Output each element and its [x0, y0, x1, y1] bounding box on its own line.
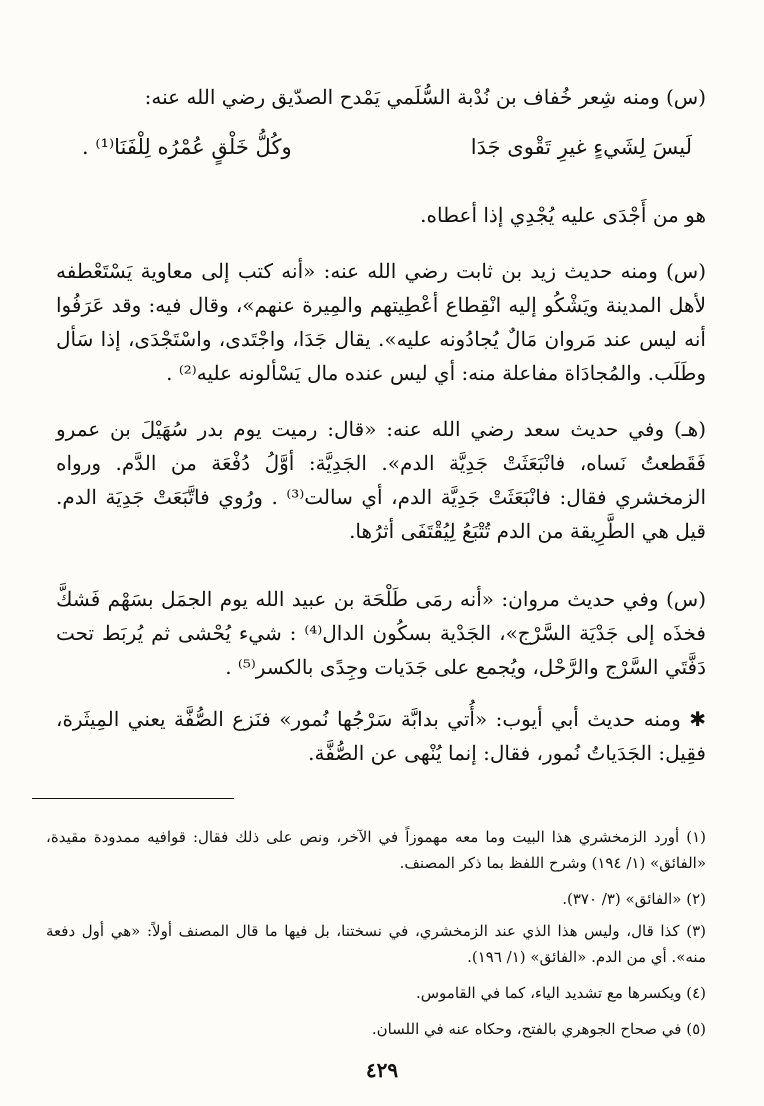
footnote-4: (٤) ويكسرها مع تشديد الياء، كما في القاموس.: [415, 984, 706, 1002]
footnote-3: (٣) كذا قال، وليس هذا الذي عند الزمخشري، في نسختنا، بل فيها ما قال المصنف أولاً: «هي أول دفعة منه». أي من الدم. «الفائق» (١/ ١٩٦).: [46, 922, 706, 966]
paragraph-khufaf-poem-intro: (س) ومنه شِعر خُفاف بن نُدْبة السُّلَمي يَمْدح الصدّيق رضي الله عنه:: [144, 85, 706, 109]
footnote-2: (٢) «الفائق» (٣/ ٣٧٠).: [562, 890, 706, 908]
page-number: ٤٢٩: [365, 1058, 399, 1082]
paragraph-verse-explanation: هو من أَجْدَى عليه يُجْدِي إذا أعطاه.: [420, 203, 706, 227]
paragraph-saad-hadith: (هـ) وفي حديث سعد رضي الله عنه: «قال: رميت يوم بدر سُهَيْلَ بن عمرو فَقَطعتُ نَساه، فانْبَعَثَتْ جَدِيَّة الدم». الجَدِيَّة: أوَّلُ دُفْعَة من الدَّم. ورواه الزمخشري فقال: فانْبَعَثَتْ جَدِيَّة الدم، أي سالت⁽³⁾ . ورُوي فاتَّبَعَتْ جَدِيَة الدم. قيل هي الطَّرِيقة من الدم تُتْبَعُ لِيُقْتَفَى أثرُها.: [56, 417, 706, 543]
poetry-verse: [82, 135, 692, 159]
verse-first-hemistich: لَيسَ لِشَيءٍ غيرِ تَقْوى جَدَا: [470, 135, 692, 159]
verse-second-hemistich: وكُلُّ خَلْقٍ عُمْرُه لِلْفَنَا⁽¹⁾ .: [82, 135, 292, 159]
paragraph-marwan-hadith: (س) وفي حديث مروان: «أنه رمَى طَلْحَة بن عبيد الله يوم الجمَل بسَهْم فَشكَّ فخذَه إلى جَدْيَة السَّرْج»، الجَدْية بسكُون الدال⁽⁴⁾ : شيء يُحْشى ثم يُربَط تحت دَفَّتَي السَّرْج والرَّحْل، ويُجمع على جَدَيات وجِدًى بالكسر⁽⁵⁾ .: [56, 587, 706, 679]
footnote-1: (١) أورد الزمخشري هذا البيت وما معه مهموزاً في الآخر، ونص على ذلك فقال: قوافيه ممدودة مقيدة، «الفائق» (١/ ١٩٤) وشرح اللفظ بما ذكر المصنف.: [46, 828, 706, 872]
paragraph-zayd-hadith: (س) ومنه حديث زيد بن ثابت رضي الله عنه: «أنه كتب إلى معاوية يَسْتَعْطفه لأهل المدينة ويَشْكُو إليه انْقِطاع أعْطِيتهم والمِيرة عنهم»، وقال فيه: وقد عَرَفُوا أنه ليس عند مَروان مَالٌ يُجادُونه عليه». يقال جَدَا، واجْتَدى، واسْتَجْدَى، إذا سَأل وطَلَب. والمُجادَاة مفاعلة منه: أي ليس عنده مال يَسْألونه عليه⁽²⁾ .: [56, 259, 707, 385]
paragraph-abu-ayyub-hadith: ✱ ومنه حديث أبي أيوب: «أُتي بدابَّة سَرْجُها نُمور» فنَزع الصُّفَّة يعني المِيثَرة، فقِيل: الجَدَياتُ نُمور، فقال: إنما يُنْهى عن الصُّفَّة.: [56, 707, 706, 765]
footnote-5: (٥) في صحاح الجوهري بالفتح، وحكاه عنه في اللسان.: [371, 1020, 706, 1038]
footnote-divider: [32, 798, 234, 799]
